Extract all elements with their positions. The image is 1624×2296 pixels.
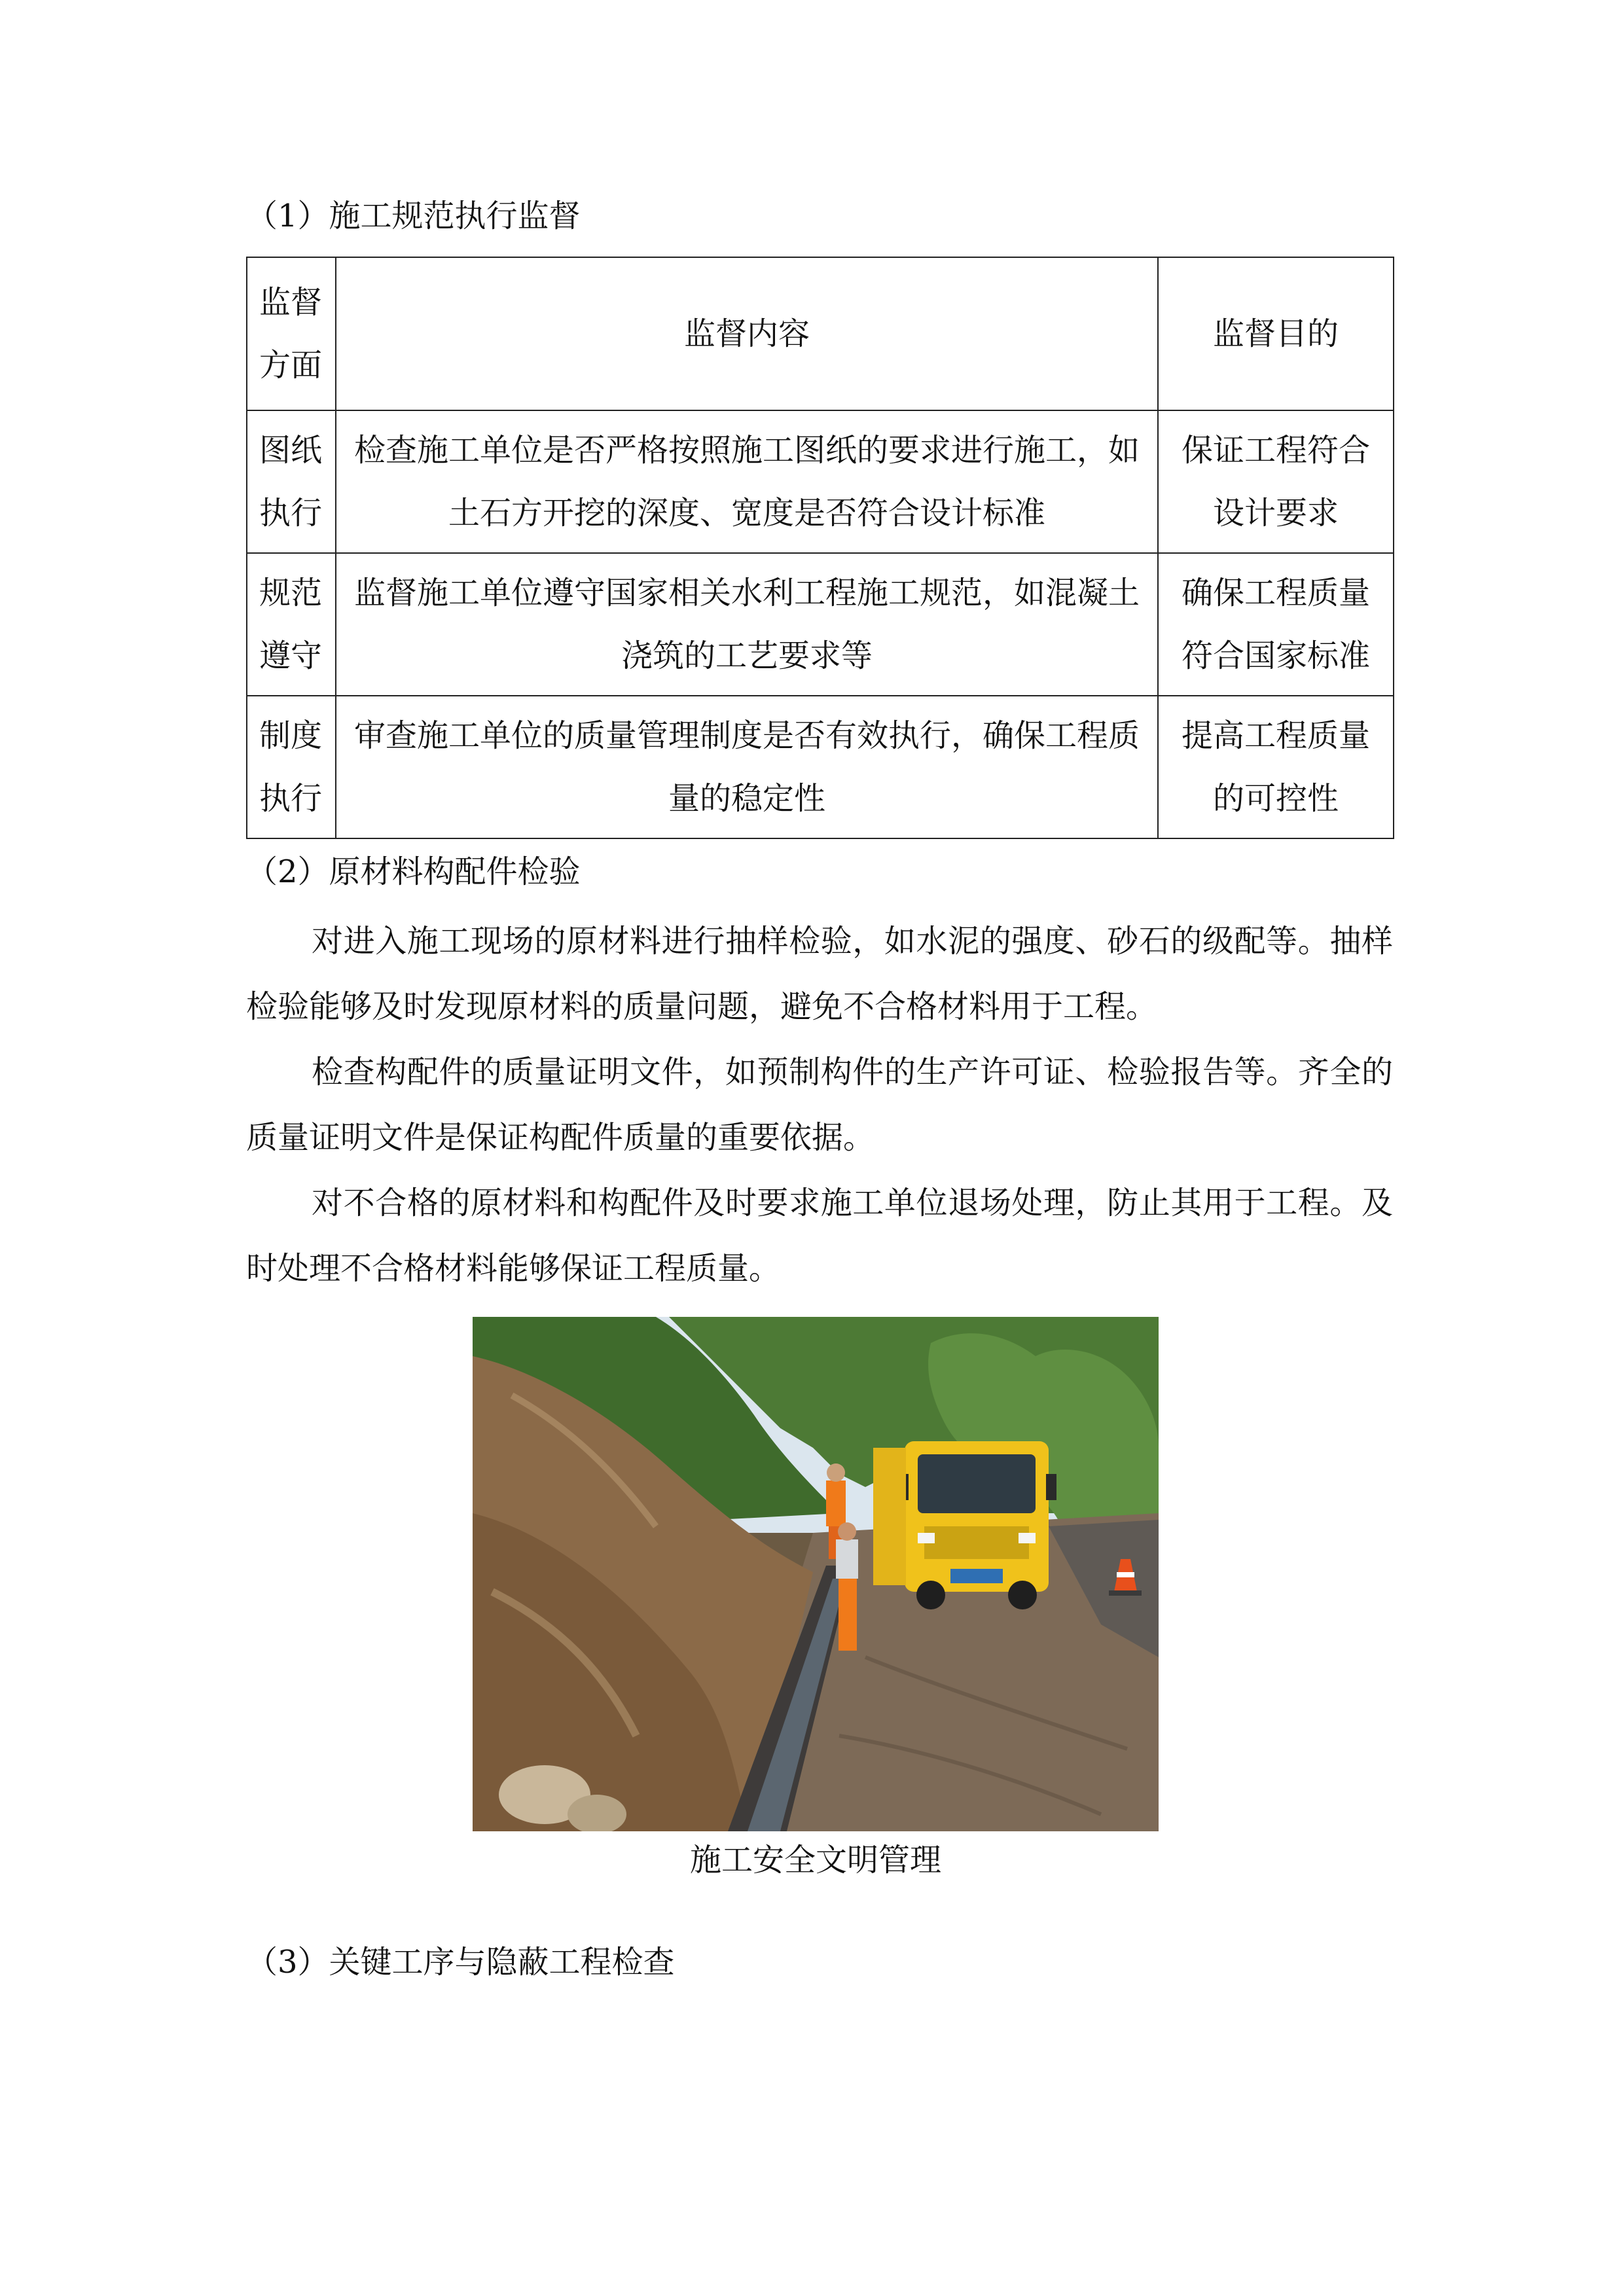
- section-title-1: （1）施工规范执行监督: [246, 198, 581, 234]
- worker: [836, 1522, 858, 1651]
- row-content: 审查施工单位的质量管理制度是否有效执行，确保工程质量的稳定性: [336, 696, 1158, 838]
- table-header-row: [247, 257, 1394, 410]
- paragraph-rejection: 对不合格的原材料和构配件及时要求施工单位退场处理，防止其用于工程。及时处理不合格材料能够保证工程质量。: [246, 1185, 1393, 1287]
- construction-site-photo: [473, 1317, 1159, 1831]
- header-content: 监督内容: [336, 257, 1158, 410]
- table-row: [247, 553, 1394, 696]
- table-row: [247, 696, 1394, 838]
- row-content: 监督施工单位遵守国家相关水利工程施工规范，如混凝土浇筑的工艺要求等: [336, 553, 1158, 696]
- row-purpose: 保证工程符合设计要求: [1158, 410, 1394, 553]
- paragraph-sampling: 对进入施工现场的原材料进行抽样检验，如水泥的强度、砂石的级配等。抽样检验能够及时发现原材料的质量问题，避免不合格材料用于工程。: [246, 923, 1393, 1025]
- header-purpose: 监督目的: [1158, 257, 1394, 410]
- table-row: [247, 410, 1394, 553]
- row-purpose: 确保工程质量符合国家标准: [1158, 553, 1394, 696]
- header-aspect: 监督方面: [247, 257, 336, 410]
- yellow-truck: [873, 1441, 1056, 1609]
- section-title-3: （3）关键工序与隐蔽工程检查: [246, 1944, 675, 1981]
- row-content: 检查施工单位是否严格按照施工图纸的要求进行施工，如土石方开挖的深度、宽度是否符合设计标准: [336, 410, 1158, 553]
- section-title-2: （2）原材料构配件检验: [246, 853, 581, 890]
- row-aspect: 制度执行: [247, 696, 336, 838]
- paragraph-certificates: 检查构配件的质量证明文件，如预制构件的生产许可证、检验报告等。齐全的质量证明文件是保证构配件质量的重要依据。: [246, 1054, 1393, 1156]
- row-aspect: 图纸执行: [247, 410, 336, 553]
- row-purpose: 提高工程质量的可控性: [1158, 696, 1394, 838]
- row-aspect: 规范遵守: [247, 553, 336, 696]
- supervision-table: [246, 257, 1394, 839]
- figure-caption: 施工安全文明管理: [689, 1842, 941, 1878]
